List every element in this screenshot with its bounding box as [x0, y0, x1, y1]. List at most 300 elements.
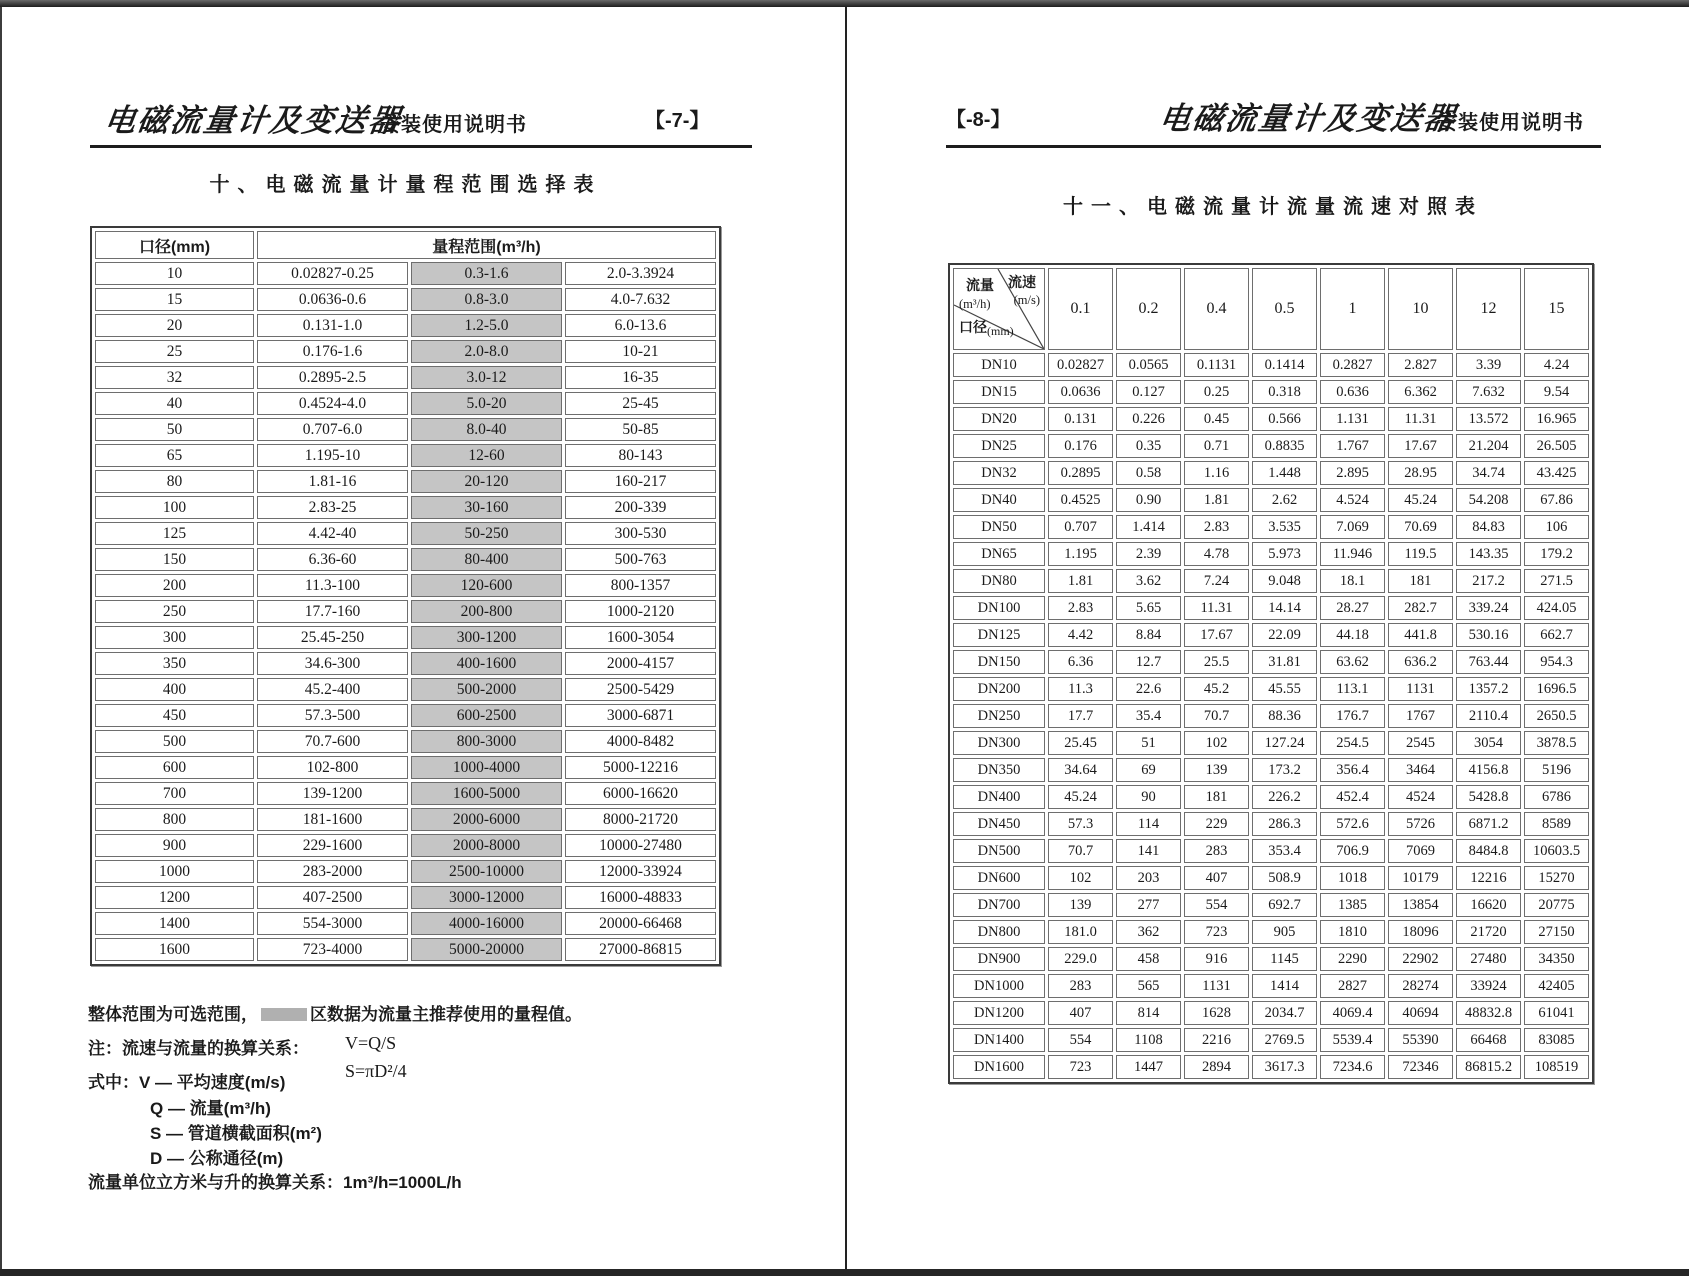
table-cell: 1.448: [1252, 461, 1317, 485]
dn-cell: DN300: [953, 731, 1045, 755]
table-cell: 83085: [1524, 1028, 1589, 1052]
table-cell: 70.7-600: [257, 730, 408, 753]
page-number: 【-7-】: [645, 110, 710, 132]
table-cell: 0.226: [1116, 407, 1181, 431]
table-cell: 0.4525: [1048, 488, 1113, 512]
table-cell: 0.131: [1048, 407, 1113, 431]
table-cell: 286.3: [1252, 812, 1317, 836]
table-cell: 400-1600: [411, 652, 562, 675]
table-cell: 229: [1184, 812, 1249, 836]
table-cell: 203: [1116, 866, 1181, 890]
table-cell: 22.6: [1116, 677, 1181, 701]
table-cell: 200: [95, 574, 254, 597]
dn-cell: DN100: [953, 596, 1045, 620]
velocity-header: 0.1: [1048, 268, 1113, 350]
table-row: [953, 758, 1589, 782]
table-cell: 48832.8: [1456, 1001, 1521, 1025]
table-cell: 12000-33924: [565, 860, 716, 883]
table-cell: 1357.2: [1456, 677, 1521, 701]
dn-cell: DN10: [953, 353, 1045, 377]
table-cell: 139-1200: [257, 782, 408, 805]
formula-area: S=πD²/4: [345, 1061, 407, 1081]
flow-label: 流量: [966, 277, 994, 293]
table-cell: 80-400: [411, 548, 562, 571]
table-cell: 5.65: [1116, 596, 1181, 620]
table-cell: 11.3-100: [257, 574, 408, 597]
table-cell: 0.707-6.0: [257, 418, 408, 441]
table-cell: 102-800: [257, 756, 408, 779]
doc-subtitle: 安装使用说明书: [1437, 112, 1584, 134]
table-cell: 102: [1184, 731, 1249, 755]
velocity-label: 流速: [1008, 274, 1036, 290]
table-cell: 63.62: [1320, 650, 1385, 674]
dn-cell: DN1200: [953, 1001, 1045, 1025]
table-cell: 7.24: [1184, 569, 1249, 593]
table-cell: 0.45: [1184, 407, 1249, 431]
table-cell: 1767: [1388, 704, 1453, 728]
table-cell: 2.62: [1252, 488, 1317, 512]
table-cell: 0.2895-2.5: [257, 366, 408, 389]
table-cell: 11.31: [1184, 596, 1249, 620]
table-cell: 0.8-3.0: [411, 288, 562, 311]
table-cell: 8484.8: [1456, 839, 1521, 863]
table-cell: 6786: [1524, 785, 1589, 809]
table-cell: 45.55: [1252, 677, 1317, 701]
table-row: [953, 677, 1589, 701]
table-cell: 15: [95, 288, 254, 311]
table-cell: 1400: [95, 912, 254, 935]
table-cell: 57.3: [1048, 812, 1113, 836]
table-cell: 500-2000: [411, 678, 562, 701]
table-cell: 1810: [1320, 920, 1385, 944]
table-cell: 1385: [1320, 893, 1385, 917]
velocity-header: 12: [1456, 268, 1521, 350]
table-row: [95, 340, 716, 363]
table-cell: 200-800: [411, 600, 562, 623]
table-cell: 1.2-5.0: [411, 314, 562, 337]
dn-cell: DN65: [953, 542, 1045, 566]
table-cell: 283-2000: [257, 860, 408, 883]
table-cell: 4.0-7.632: [565, 288, 716, 311]
table-row: [953, 1055, 1589, 1079]
table-cell: 600-2500: [411, 704, 562, 727]
table-row: [953, 569, 1589, 593]
table-cell: 35.4: [1116, 704, 1181, 728]
table-cell: 1.195: [1048, 542, 1113, 566]
table-cell: 0.176: [1048, 434, 1113, 458]
table-cell: 2000-6000: [411, 808, 562, 831]
table-cell: 4.78: [1184, 542, 1249, 566]
table-cell: 2290: [1320, 947, 1385, 971]
diagonal-corner-cell: [953, 268, 1045, 350]
table-cell: 11.946: [1320, 542, 1385, 566]
table-cell: 508.9: [1252, 866, 1317, 890]
table-cell: 4.42: [1048, 623, 1113, 647]
table-cell: 407: [1048, 1001, 1113, 1025]
table-cell: 250: [95, 600, 254, 623]
table-cell: 17.67: [1184, 623, 1249, 647]
table-cell: 4000-16000: [411, 912, 562, 935]
table-cell: 7.069: [1320, 515, 1385, 539]
table-row: [95, 808, 716, 831]
table-cell: 10: [95, 262, 254, 285]
table-cell: 5428.8: [1456, 785, 1521, 809]
table-cell: 3617.3: [1252, 1055, 1317, 1079]
table-cell: 42405: [1524, 974, 1589, 998]
table-cell: 1018: [1320, 866, 1385, 890]
table-row: [953, 596, 1589, 620]
table-cell: 723-4000: [257, 938, 408, 961]
table-cell: 0.636: [1320, 380, 1385, 404]
table-cell: 120-600: [411, 574, 562, 597]
table-cell: 300: [95, 626, 254, 649]
table-row: [95, 574, 716, 597]
table-cell: 1696.5: [1524, 677, 1589, 701]
table-cell: 3.39: [1456, 353, 1521, 377]
table-cell: 1.195-10: [257, 444, 408, 467]
table-cell: 5726: [1388, 812, 1453, 836]
table-cell: 565: [1116, 974, 1181, 998]
table-cell: 954.3: [1524, 650, 1589, 674]
table-cell: 22.09: [1252, 623, 1317, 647]
table-cell: 34.74: [1456, 461, 1521, 485]
table-row: [953, 488, 1589, 512]
table-cell: 0.8835: [1252, 434, 1317, 458]
table-cell: 283: [1184, 839, 1249, 863]
table-cell: 66468: [1456, 1028, 1521, 1052]
table-cell: 70.7: [1048, 839, 1113, 863]
table-cell: 16000-48833: [565, 886, 716, 909]
table-cell: 17.7: [1048, 704, 1113, 728]
table-cell: 0.131-1.0: [257, 314, 408, 337]
table-cell: 0.3-1.6: [411, 262, 562, 285]
table-cell: 1447: [1116, 1055, 1181, 1079]
table-cell: 13854: [1388, 893, 1453, 917]
table-cell: 125: [95, 522, 254, 545]
dn-cell: DN1600: [953, 1055, 1045, 1079]
dn-cell: DN125: [953, 623, 1045, 647]
table-cell: 27150: [1524, 920, 1589, 944]
table-row: [95, 496, 716, 519]
table-cell: 6.0-13.6: [565, 314, 716, 337]
dn-cell: DN32: [953, 461, 1045, 485]
table-row: [953, 731, 1589, 755]
table-row: [953, 434, 1589, 458]
table-cell: 1200: [95, 886, 254, 909]
table-row: [95, 522, 716, 545]
table-row: [95, 444, 716, 467]
table-cell: 10000-27480: [565, 834, 716, 857]
table-cell: 50-250: [411, 522, 562, 545]
page-number: 【-8-】: [946, 109, 1011, 131]
table-cell: 1.81: [1048, 569, 1113, 593]
table-cell: 1.16: [1184, 461, 1249, 485]
table-cell: 0.35: [1116, 434, 1181, 458]
table-cell: 54.208: [1456, 488, 1521, 512]
table-cell: 8.0-40: [411, 418, 562, 441]
table-cell: 6000-16620: [565, 782, 716, 805]
table-cell: 173.2: [1252, 758, 1317, 782]
table-cell: 452.4: [1320, 785, 1385, 809]
table-cell: 5196: [1524, 758, 1589, 782]
table-cell: 30-160: [411, 496, 562, 519]
dn-cell: DN1400: [953, 1028, 1045, 1052]
table-cell: 6.36-60: [257, 548, 408, 571]
table-cell: 3000-12000: [411, 886, 562, 909]
table-cell: 2500-10000: [411, 860, 562, 883]
velocity-header: 0.4: [1184, 268, 1249, 350]
table-cell: 5000-20000: [411, 938, 562, 961]
table-cell: 424.05: [1524, 596, 1589, 620]
table-cell: 458: [1116, 947, 1181, 971]
table-cell: 0.4524-4.0: [257, 392, 408, 415]
diameter-column-header: 口径(mm): [95, 231, 254, 259]
table-cell: 1600: [95, 938, 254, 961]
table-cell: 530.16: [1456, 623, 1521, 647]
table-row: [95, 782, 716, 805]
table-cell: 916: [1184, 947, 1249, 971]
velocity-header: 15: [1524, 268, 1589, 350]
table-row: [953, 1028, 1589, 1052]
table-cell: 723: [1184, 920, 1249, 944]
table-cell: 0.2827: [1320, 353, 1385, 377]
note-conversion: 注：流速与流量的换算关系：: [88, 1039, 309, 1058]
table-row: [95, 366, 716, 389]
table-cell: 181: [1184, 785, 1249, 809]
table-cell: 1.767: [1320, 434, 1385, 458]
table-cell: 43.425: [1524, 461, 1589, 485]
velocity-header: 0.5: [1252, 268, 1317, 350]
dn-cell: DN500: [953, 839, 1045, 863]
table-cell: 3.0-12: [411, 366, 562, 389]
table-cell: 10603.5: [1524, 839, 1589, 863]
table-cell: 90: [1116, 785, 1181, 809]
table-cell: 8.84: [1116, 623, 1181, 647]
velocity-header: 10: [1388, 268, 1453, 350]
table-cell: 662.7: [1524, 623, 1589, 647]
table-cell: 27000-86815: [565, 938, 716, 961]
dn-cell: DN350: [953, 758, 1045, 782]
table-cell: 0.176-1.6: [257, 340, 408, 363]
formula-velocity: V=Q/S: [345, 1033, 397, 1053]
table-cell: 3000-6871: [565, 704, 716, 727]
table-cell: 22902: [1388, 947, 1453, 971]
table-cell: 450: [95, 704, 254, 727]
table-cell: 0.2895: [1048, 461, 1113, 485]
table-cell: 15270: [1524, 866, 1589, 890]
table-cell: 500-763: [565, 548, 716, 571]
table-row: [953, 947, 1589, 971]
table-cell: 800: [95, 808, 254, 831]
table-cell: 21.204: [1456, 434, 1521, 458]
table-cell: 1108: [1116, 1028, 1181, 1052]
table-cell: 1.81-16: [257, 470, 408, 493]
table-cell: 44.18: [1320, 623, 1385, 647]
table-cell: 67.86: [1524, 488, 1589, 512]
table-cell: 100: [95, 496, 254, 519]
table-cell: 723: [1048, 1055, 1113, 1079]
table-cell: 300-1200: [411, 626, 562, 649]
table-cell: 1600-3054: [565, 626, 716, 649]
table-cell: 69: [1116, 758, 1181, 782]
table-cell: 763.44: [1456, 650, 1521, 674]
table-cell: 1131: [1388, 677, 1453, 701]
table-row: [953, 380, 1589, 404]
velocity-table: [950, 265, 1592, 1082]
table-cell: 2034.7: [1252, 1001, 1317, 1025]
table-cell: 139: [1184, 758, 1249, 782]
table-cell: 150: [95, 548, 254, 571]
table-cell: 356.4: [1320, 758, 1385, 782]
note-highlight-legend: [88, 1000, 582, 1025]
table-cell: 65: [95, 444, 254, 467]
table-row: [95, 262, 716, 285]
table-cell: 139: [1048, 893, 1113, 917]
table-cell: 16620: [1456, 893, 1521, 917]
table-cell: 200-339: [565, 496, 716, 519]
table-cell: 18.1: [1320, 569, 1385, 593]
dn-cell: DN450: [953, 812, 1045, 836]
table-cell: 50: [95, 418, 254, 441]
table-cell: 88.36: [1252, 704, 1317, 728]
dn-cell: DN80: [953, 569, 1045, 593]
table-cell: 554: [1184, 893, 1249, 917]
flow-velocity-table: [948, 263, 1594, 1084]
table-cell: 0.1131: [1184, 353, 1249, 377]
dn-cell: DN1000: [953, 974, 1045, 998]
table-cell: 5.973: [1252, 542, 1317, 566]
table-cell: 34.6-300: [257, 652, 408, 675]
table-cell: 3.62: [1116, 569, 1181, 593]
table-cell: 1000: [95, 860, 254, 883]
table-cell: 31.81: [1252, 650, 1317, 674]
table-cell: 1000-2120: [565, 600, 716, 623]
table-cell: 271.5: [1524, 569, 1589, 593]
table-cell: 141: [1116, 839, 1181, 863]
table-cell: 8589: [1524, 812, 1589, 836]
table-cell: 9.54: [1524, 380, 1589, 404]
table-cell: 57.3-500: [257, 704, 408, 727]
table-cell: 229-1600: [257, 834, 408, 857]
table-cell: 2000-4157: [565, 652, 716, 675]
dn-cell: DN25: [953, 434, 1045, 458]
table-cell: 2.83-25: [257, 496, 408, 519]
table-row: [95, 392, 716, 415]
table-row: [95, 704, 716, 727]
doc-subtitle: 安装使用说明书: [380, 114, 527, 136]
table-row: [953, 920, 1589, 944]
table-row: [95, 288, 716, 311]
table-cell: 283: [1048, 974, 1113, 998]
table-cell: 21720: [1456, 920, 1521, 944]
header-rule: [946, 145, 1601, 148]
table-cell: 2.83: [1048, 596, 1113, 620]
table-cell: 7234.6: [1320, 1055, 1385, 1079]
range-column-header: 量程范围(m³/h): [257, 231, 716, 259]
table-cell: 2650.5: [1524, 704, 1589, 728]
table-row: [953, 407, 1589, 431]
table-cell: 6.362: [1388, 380, 1453, 404]
table-cell: 20000-66468: [565, 912, 716, 935]
table-cell: 2.0-8.0: [411, 340, 562, 363]
table-cell: 0.71: [1184, 434, 1249, 458]
table-cell: 1.414: [1116, 515, 1181, 539]
table-cell: 800-3000: [411, 730, 562, 753]
table-row: [953, 785, 1589, 809]
table-cell: 3054: [1456, 731, 1521, 755]
table-cell: 20: [95, 314, 254, 337]
table-row: [95, 600, 716, 623]
table-cell: 10179: [1388, 866, 1453, 890]
table-row: [95, 626, 716, 649]
table-cell: 8000-21720: [565, 808, 716, 831]
table-row: [953, 866, 1589, 890]
table-cell: 0.90: [1116, 488, 1181, 512]
table-cell: 28.27: [1320, 596, 1385, 620]
table-row: [953, 974, 1589, 998]
table-cell: 2.0-3.3924: [565, 262, 716, 285]
dn-cell: DN200: [953, 677, 1045, 701]
table-cell: 441.8: [1388, 623, 1453, 647]
table-cell: 2500-5429: [565, 678, 716, 701]
table-cell: 362: [1116, 920, 1181, 944]
table-cell: 2216: [1184, 1028, 1249, 1052]
table-cell: 2894: [1184, 1055, 1249, 1079]
table-cell: 181.0: [1048, 920, 1113, 944]
table-cell: 0.127: [1116, 380, 1181, 404]
table-row: [95, 678, 716, 701]
table-cell: 3878.5: [1524, 731, 1589, 755]
table-cell: 700: [95, 782, 254, 805]
table-row: [953, 542, 1589, 566]
table-cell: 1.131: [1320, 407, 1385, 431]
table-cell: 11.3: [1048, 677, 1113, 701]
table-cell: 25: [95, 340, 254, 363]
table-cell: 40694: [1388, 1001, 1453, 1025]
table-cell: 0.0636: [1048, 380, 1113, 404]
table-cell: 25.5: [1184, 650, 1249, 674]
dn-cell: DN50: [953, 515, 1045, 539]
table-cell: 80-143: [565, 444, 716, 467]
table-cell: 17.7-160: [257, 600, 408, 623]
table-cell: 572.6: [1320, 812, 1385, 836]
table-cell: 2000-8000: [411, 834, 562, 857]
table-cell: 4524: [1388, 785, 1453, 809]
table-cell: 127.24: [1252, 731, 1317, 755]
table-cell: 600: [95, 756, 254, 779]
flow-unit: (m³/h): [959, 297, 991, 311]
table-row: [95, 912, 716, 935]
table-cell: 4156.8: [1456, 758, 1521, 782]
table-cell: 32: [95, 366, 254, 389]
table-row: [953, 461, 1589, 485]
table-header-row: [953, 268, 1589, 350]
table-header-row: [95, 231, 716, 259]
table-cell: 0.58: [1116, 461, 1181, 485]
table-cell: 106: [1524, 515, 1589, 539]
table-cell: 45.24: [1048, 785, 1113, 809]
definition-q: Q — 流量(m³/h): [150, 1099, 271, 1118]
table-cell: 176.7: [1320, 704, 1385, 728]
table-cell: 45.2: [1184, 677, 1249, 701]
velocity-header: 0.2: [1116, 268, 1181, 350]
section-title: 十一、电磁流量计流量流速对照表: [1063, 196, 1483, 218]
table-cell: 3464: [1388, 758, 1453, 782]
table-cell: 86815.2: [1456, 1055, 1521, 1079]
table-cell: 2.827: [1388, 353, 1453, 377]
table-cell: 7.632: [1456, 380, 1521, 404]
dn-cell: DN15: [953, 380, 1045, 404]
